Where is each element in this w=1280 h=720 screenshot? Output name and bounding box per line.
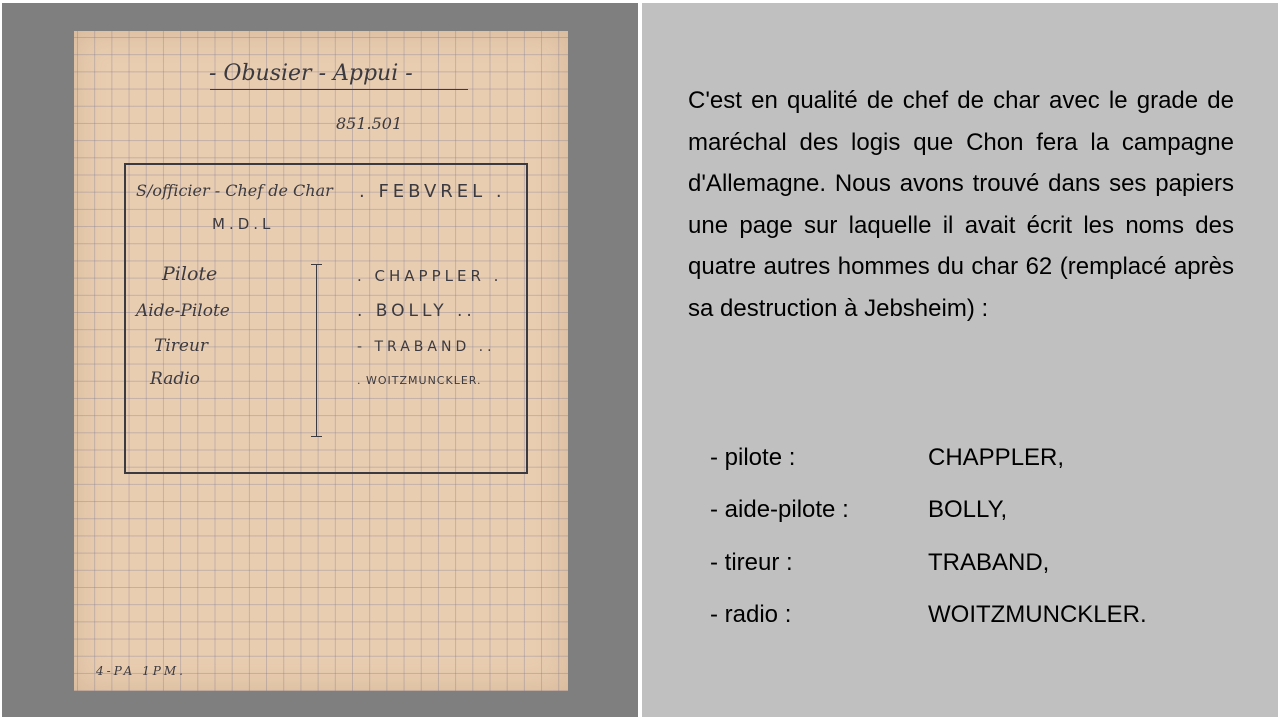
doc-row-right: . BOLLY ..	[357, 301, 476, 321]
crew-role: - tireur :	[710, 549, 793, 576]
doc-row-left: Aide-Pilote	[136, 301, 230, 321]
bracket-cap-bottom	[311, 436, 322, 437]
crew-role: - aide-pilote :	[710, 496, 849, 523]
document-photo	[74, 31, 568, 691]
doc-row-right: - TRABAND ..	[357, 339, 496, 355]
crew-role: - radio :	[710, 601, 792, 628]
doc-row-left: Tireur	[154, 336, 209, 356]
bracket-cap-top	[311, 264, 322, 265]
crew-name: BOLLY,	[928, 496, 1008, 523]
doc-row-left: M.D.L	[212, 215, 275, 233]
document-footer: 4-PA 1PM.	[96, 664, 186, 678]
description-paragraph: C'est en qualité de chef de char avec le grade de maréchal des logis que Chon fera la campagne d'Allemagne. Nous avons trouvé dans ses papiers une page sur laquelle il avait écrit les noms des quatre autres hommes du char 62 (remplacé après sa destruction à Jebsheim) :	[688, 87, 1234, 322]
title-underline	[210, 89, 468, 90]
crew-role: - pilote :	[710, 444, 796, 471]
crew-name: CHAPPLER,	[928, 444, 1065, 471]
crew-name: WOITZMUNCKLER.	[928, 601, 1147, 628]
doc-row-right: . WOITZMUNCKLER.	[357, 374, 482, 387]
crew-name: TRABAND,	[928, 549, 1050, 576]
doc-row-left: Pilote	[162, 263, 218, 285]
document-title: - Obusier - Appui -	[209, 61, 413, 86]
left-panel	[2, 3, 638, 717]
doc-row-left: Radio	[150, 369, 200, 389]
doc-row-right: . CHAPPLER .	[357, 267, 503, 285]
doc-row-left: S/officier - Chef de Char	[136, 181, 333, 200]
document-code: 851.501	[336, 114, 403, 133]
doc-row-right: . FEBVREL .	[359, 181, 506, 202]
bracket-line	[316, 264, 317, 437]
